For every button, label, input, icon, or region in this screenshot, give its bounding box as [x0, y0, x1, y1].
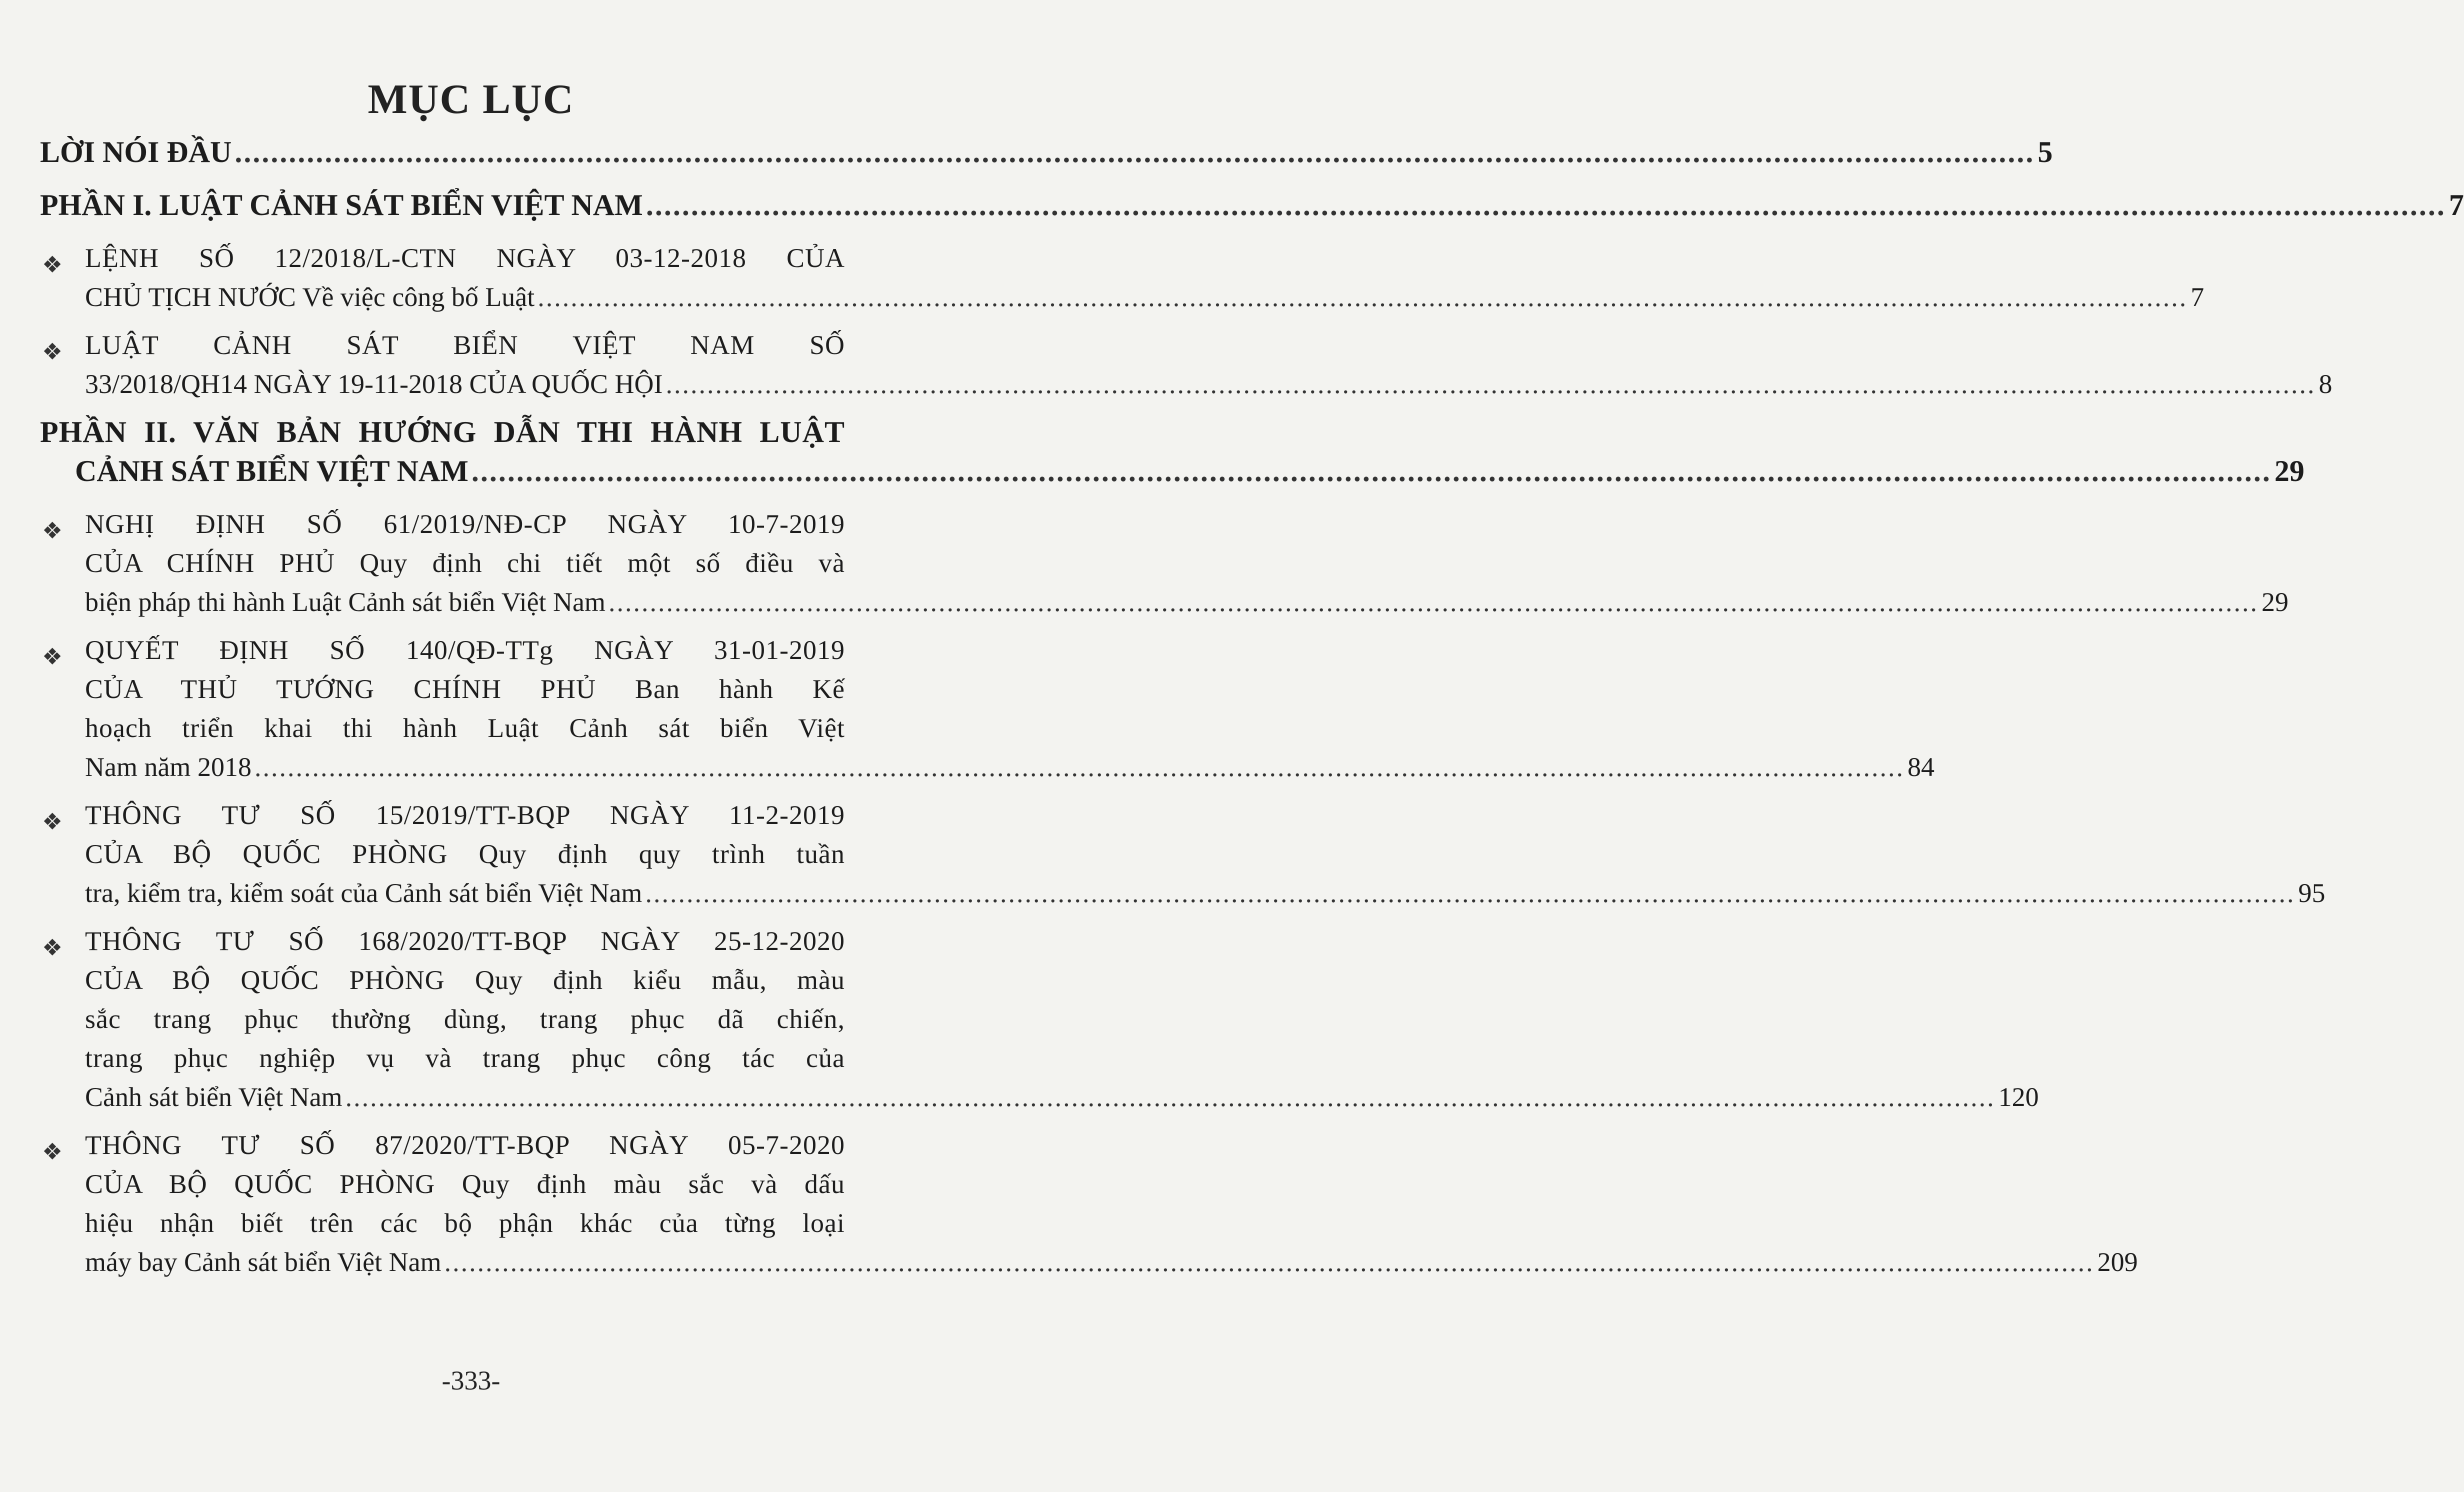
dot-leader: ........................................................................................................................................................................................................ [234, 136, 2035, 168]
toc-entry-line: hiệu nhận biết trên các bộ phận khác của từng loại [85, 1208, 845, 1238]
toc-entry-text: máy bay Cảnh sát biển Việt Nam [85, 1247, 442, 1277]
toc-page-ref: 95 [2298, 878, 2326, 908]
toc-entry-last-line [85, 874, 2326, 912]
dot-leader: ........................................................................................................................................................................................................ [444, 1247, 2094, 1277]
toc-sub-entry [40, 504, 2289, 622]
toc-page-ref: 8 [2318, 369, 2332, 399]
toc-entry-last-line [85, 278, 2204, 316]
diamond-bullet-icon: ❖ [42, 809, 63, 834]
diamond-bullet-icon: ❖ [42, 1139, 63, 1164]
dot-leader: ........................................................................................................................................................................................................ [608, 587, 2259, 617]
toc-entry-last-line [85, 1242, 2138, 1282]
toc-page-ref: 29 [2262, 587, 2289, 617]
toc-entry-line: CỦA BỘ QUỐC PHÒNG Quy định kiểu mẫu, màu [85, 965, 845, 995]
diamond-bullet-icon: ❖ [42, 339, 63, 364]
toc-entry-text: 33/2018/QH14 NGÀY 19-11-2018 CỦA QUỐC HỘI [85, 369, 663, 399]
diamond-bullet-icon: ❖ [42, 252, 63, 278]
toc-entry-last-line [40, 186, 2464, 224]
toc-sub-entry [40, 1126, 2138, 1282]
toc-entry-last-line [40, 452, 2304, 490]
toc-entry-text: LỜI NÓI ĐẦU [40, 136, 232, 168]
toc-section-entry [40, 132, 2053, 172]
toc-entry-last-line [40, 132, 2053, 172]
toc-entry-text: Cảnh sát biển Việt Nam [85, 1082, 342, 1112]
toc-entry-line: NGHỊ ĐỊNH SỐ 61/2019/NĐ-CP NGÀY 10-7-2019 [85, 509, 845, 539]
toc-page-ref: 120 [1998, 1082, 2039, 1112]
toc-entry-line: THÔNG TƯ SỐ 168/2020/TT-BQP NGÀY 25-12-2020 [85, 926, 845, 956]
dot-leader: ........................................................................................................................................................................................................ [254, 752, 1904, 782]
toc-entry-text: PHẦN I. LUẬT CẢNH SÁT BIỂN VIỆT NAM [40, 188, 643, 222]
toc-entry-line: PHẦN II. VĂN BẢN HƯỚNG DẪN THI HÀNH LUẬT [40, 416, 845, 448]
toc-sub-entry [40, 796, 2326, 912]
toc-entry-text: CẢNH SÁT BIỂN VIỆT NAM [75, 454, 468, 488]
dot-leader: ........................................................................................................................................................................................................ [666, 369, 2316, 399]
toc-entry-line: CỦA BỘ QUỐC PHÒNG Quy định quy trình tuần [85, 839, 845, 869]
toc-entry-line: hoạch triển khai thi hành Luật Cảnh sát biển Việt [85, 713, 845, 743]
toc-entry-text: CHỦ TỊCH NƯỚC Về việc công bố Luật [85, 282, 535, 312]
toc-sub-entry [40, 922, 2039, 1116]
toc-section-entry [40, 412, 2304, 490]
toc-sub-entry [40, 326, 2332, 404]
page-title: MỤC LỤC [368, 76, 574, 122]
toc-page-ref: 7 [2448, 188, 2464, 222]
toc-entry-last-line [85, 582, 2289, 622]
dot-leader: ........................................................................................................................................................................................................ [645, 878, 2296, 908]
diamond-bullet-icon: ❖ [42, 935, 63, 960]
toc-entry-line: THÔNG TƯ SỐ 87/2020/TT-BQP NGÀY 05-7-2020 [85, 1130, 845, 1160]
toc-entry-text: tra, kiểm tra, kiểm soát của Cảnh sát biển Việt Nam [85, 878, 642, 908]
dot-leader: ........................................................................................................................................................................................................ [538, 282, 2188, 312]
dot-leader: ........................................................................................................................................................................................................ [646, 188, 2446, 222]
toc-page-ref: 29 [2274, 454, 2304, 488]
page-number: -333- [442, 1366, 500, 1396]
toc-page-ref: 7 [2190, 282, 2204, 312]
toc-entry-last-line [85, 748, 1934, 786]
toc-page-ref: 84 [1907, 752, 1934, 782]
toc-entry-line: sắc trang phục thường dùng, trang phục dã chiến, [85, 1004, 845, 1034]
toc-entry-line: CỦA THỦ TƯỚNG CHÍNH PHỦ Ban hành Kế [85, 674, 845, 704]
diamond-bullet-icon: ❖ [42, 644, 63, 670]
table-of-contents [40, 132, 2464, 1290]
toc-entry-line: LUẬT CẢNH SÁT BIỂN VIỆT NAM SỐ [85, 330, 845, 360]
toc-entry-line: THÔNG TƯ SỐ 15/2019/TT-BQP NGÀY 11-2-2019 [85, 800, 845, 830]
toc-sub-entry [40, 630, 1934, 786]
dot-leader: ........................................................................................................................................................................................................ [471, 454, 2272, 488]
toc-entry-text: biện pháp thi hành Luật Cảnh sát biển Việt Nam [85, 587, 606, 617]
toc-entry-line: QUYẾT ĐỊNH SỐ 140/QĐ-TTg NGÀY 31-01-2019 [85, 635, 845, 665]
toc-entry-line: LỆNH SỐ 12/2018/L-CTN NGÀY 03-12-2018 CỦA [85, 243, 845, 273]
toc-section-entry [40, 186, 2464, 224]
toc-entry-line: CỦA CHÍNH PHỦ Quy định chi tiết một số điều và [85, 548, 845, 578]
toc-entry-line: CỦA BỘ QUỐC PHÒNG Quy định màu sắc và dấu [85, 1169, 845, 1199]
toc-entry-text: Nam năm 2018 [85, 752, 252, 782]
toc-page-ref: 5 [2038, 136, 2053, 168]
toc-entry-last-line [85, 364, 2332, 404]
dot-leader: ........................................................................................................................................................................................................ [345, 1082, 1996, 1112]
toc-entry-last-line [85, 1078, 2039, 1116]
diamond-bullet-icon: ❖ [42, 518, 63, 544]
toc-entry-line: trang phục nghiệp vụ và trang phục công tác của [85, 1043, 845, 1073]
toc-sub-entry [40, 238, 2204, 316]
toc-page-ref: 209 [2097, 1247, 2138, 1277]
